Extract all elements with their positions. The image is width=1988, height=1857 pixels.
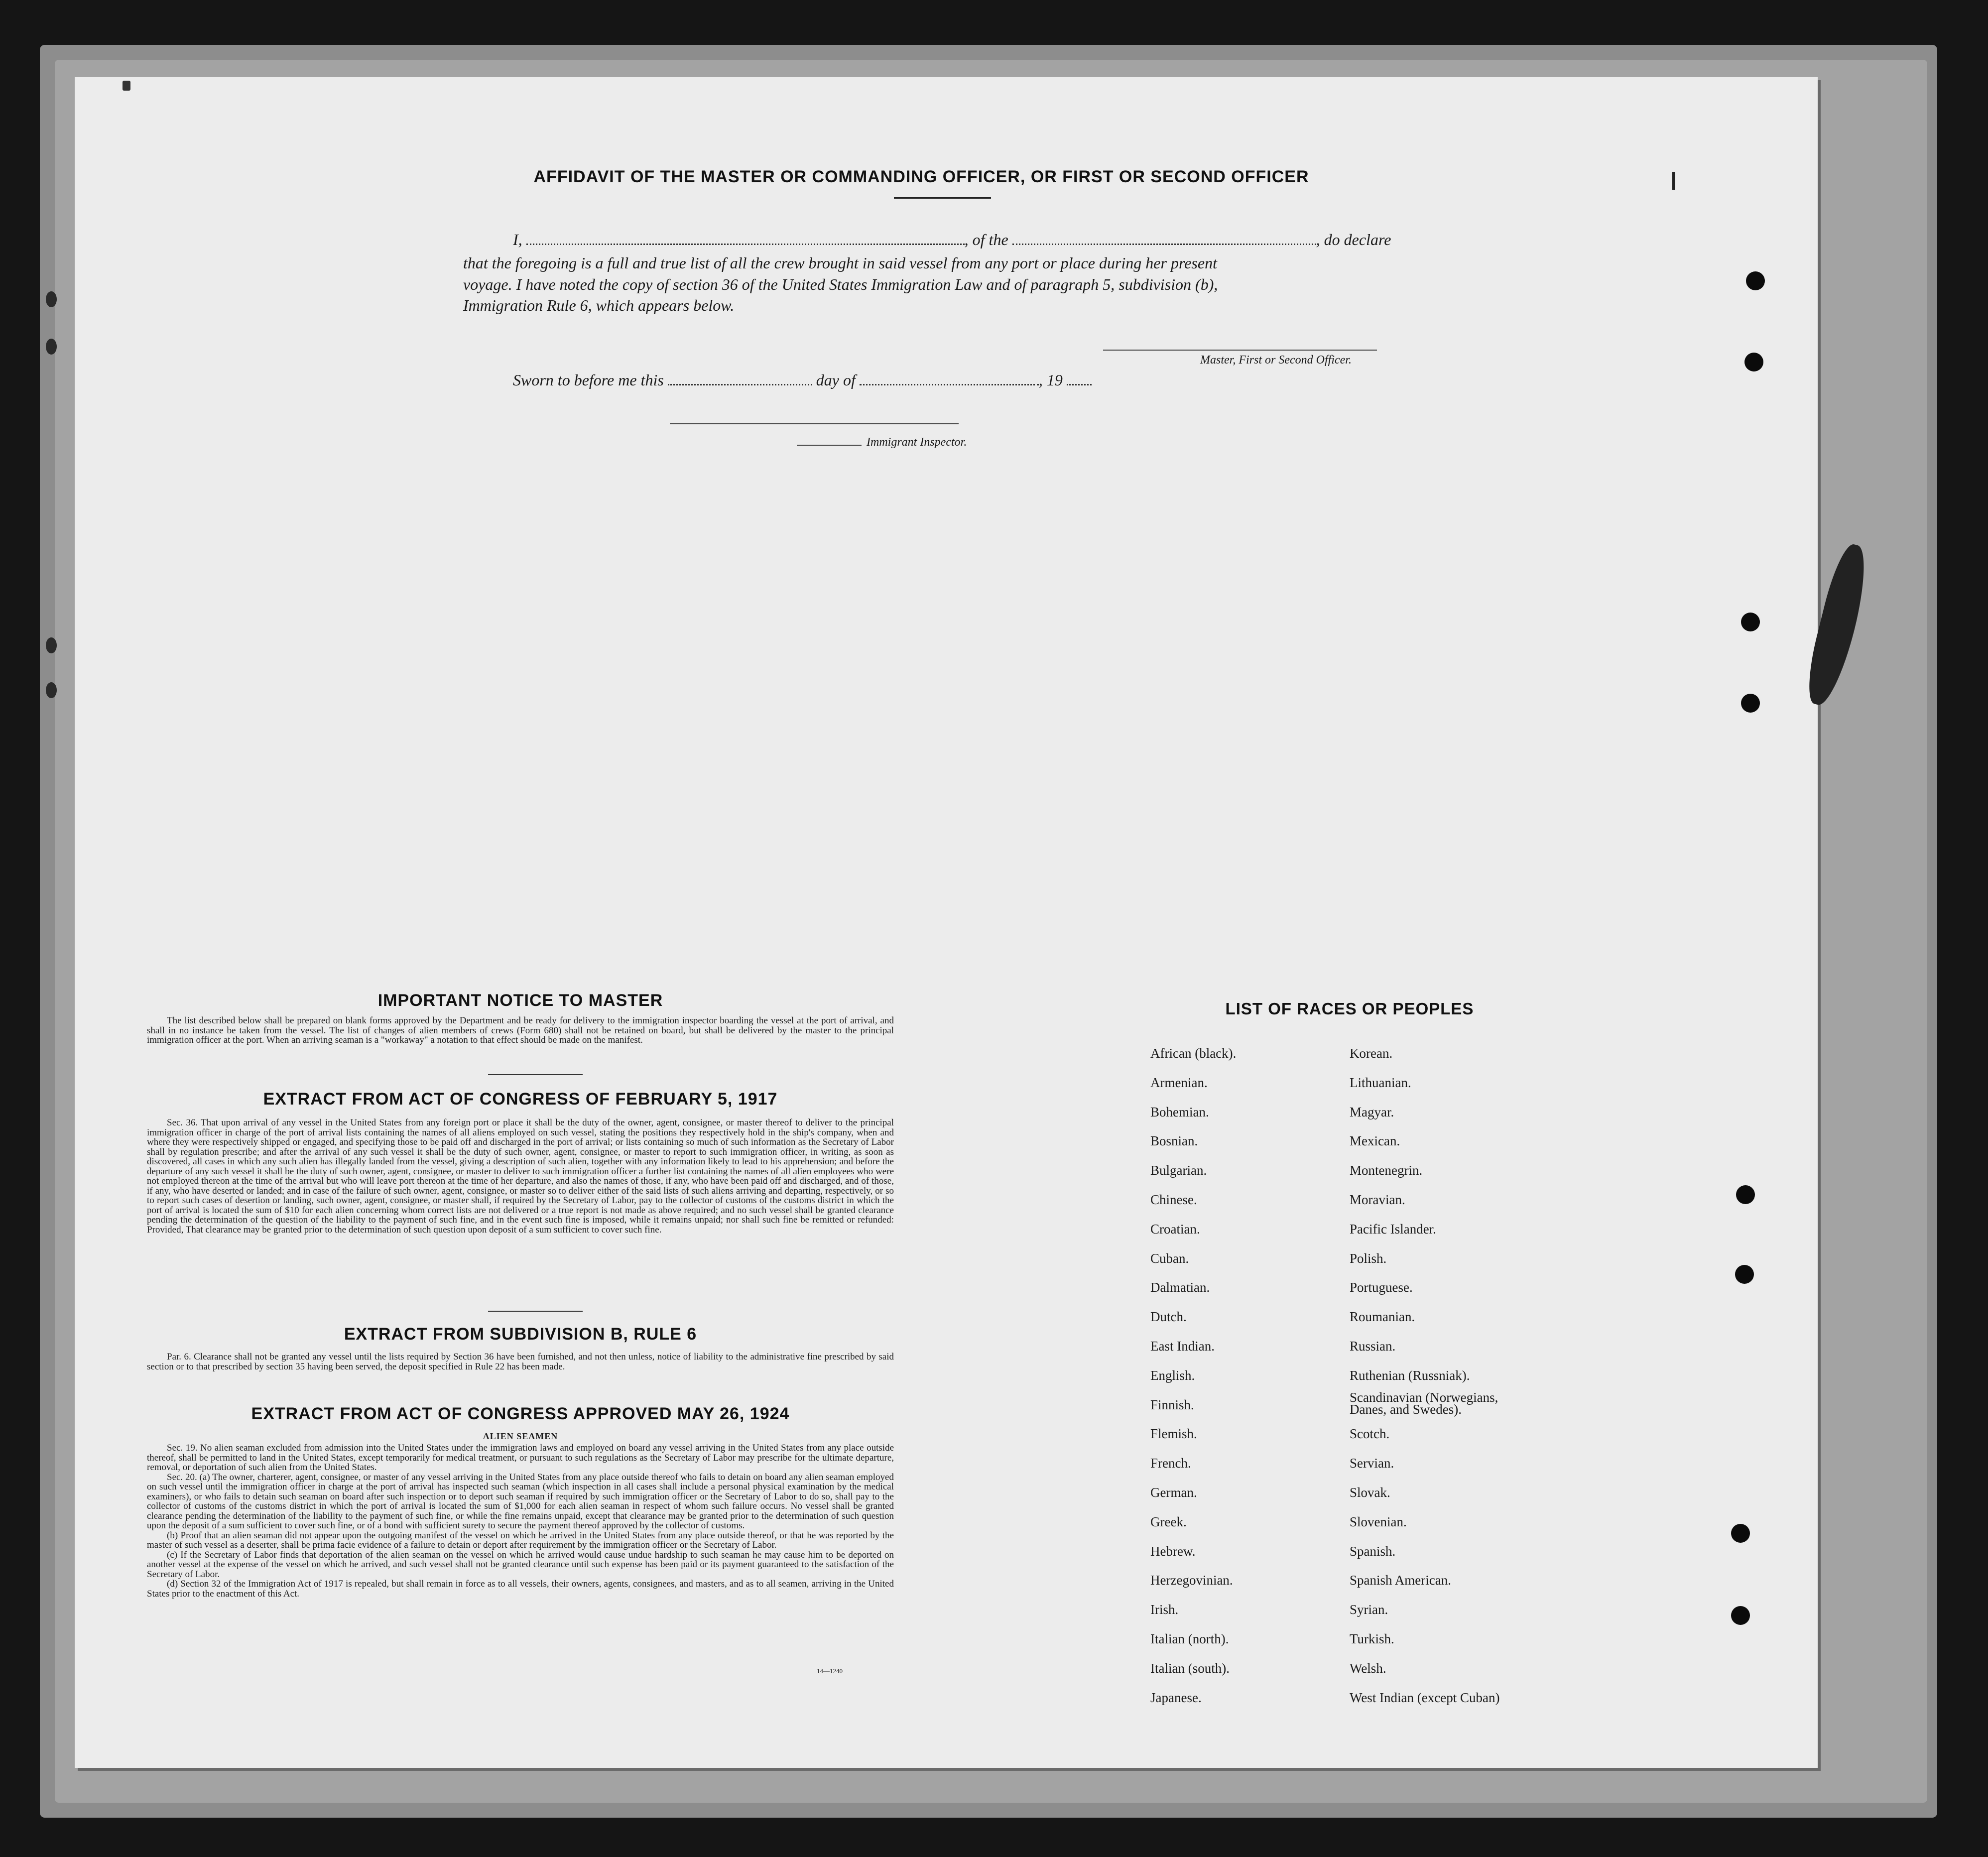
race-item: Welsh.	[1350, 1660, 1386, 1676]
race-item: Lithuanian.	[1350, 1075, 1411, 1090]
race-item: Servian.	[1350, 1456, 1394, 1471]
race-item: Syrian.	[1350, 1602, 1388, 1617]
race-item: German.	[1150, 1485, 1197, 1500]
race-item: Spanish.	[1350, 1543, 1396, 1559]
race-item: Portuguese.	[1350, 1280, 1413, 1295]
punch-hole	[1731, 1524, 1750, 1543]
alien-seamen-heading: ALIEN SEAMEN	[483, 1431, 558, 1441]
race-item: Bulgarian.	[1150, 1163, 1207, 1178]
affidavit-line-1	[463, 229, 1424, 250]
race-item: Scotch.	[1350, 1426, 1390, 1442]
page-edge-mark	[123, 81, 130, 91]
master-signature-line[interactable]	[1103, 350, 1377, 351]
extract-1924-title: EXTRACT FROM ACT OF CONGRESS APPROVED MAY 26, 1924	[251, 1404, 790, 1423]
race-item: Croatian.	[1150, 1221, 1200, 1237]
race-item: English.	[1150, 1367, 1195, 1383]
race-item: Mexican.	[1350, 1133, 1400, 1149]
race-item: Japanese.	[1150, 1690, 1202, 1705]
vessel-name-blank[interactable]	[1012, 241, 1316, 245]
form-number: 14—1240	[817, 1667, 843, 1675]
race-item: Italian (south).	[1150, 1660, 1230, 1676]
sworn-text: Sworn to before me this	[513, 371, 664, 389]
binding-notch	[46, 682, 57, 698]
affidavit-line-2: that the foregoing is a full and true list of all the crew brought in said vessel from any port or place during her present	[463, 254, 1217, 272]
sworn-year-blank[interactable]	[1067, 381, 1092, 385]
sworn-line	[463, 370, 1424, 390]
race-item: East Indian.	[1150, 1339, 1215, 1354]
race-item: Finnish.	[1150, 1397, 1194, 1412]
race-item: Korean.	[1350, 1046, 1393, 1061]
race-item: Chinese.	[1150, 1192, 1197, 1207]
race-item: Bohemian.	[1150, 1104, 1209, 1119]
race-item: Pacific Islander.	[1350, 1221, 1436, 1237]
extract-1917-title: EXTRACT FROM ACT OF CONGRESS OF FEBRUARY 5, 1917	[263, 1090, 778, 1109]
binding-notch	[46, 637, 57, 653]
race-item: Turkish.	[1350, 1631, 1394, 1646]
punch-hole	[1746, 271, 1765, 290]
race-item: Irish.	[1150, 1602, 1179, 1617]
sec-20d-text: (d) Section 32 of the Immigration Act of 1917 is repealed, but shall remain in force as to all vessels, their owners, agents, consignees, and masters, and as to all seamen, arriving in the United States prior to the enactment of this Act.	[147, 1579, 894, 1599]
race-item: Roumanian.	[1350, 1309, 1415, 1325]
race-item: Slovenian.	[1350, 1514, 1407, 1529]
page-number	[1672, 172, 1675, 190]
race-item: Cuban.	[1150, 1250, 1189, 1266]
race-item: Magyar.	[1350, 1104, 1394, 1119]
inspector-caption-rule	[797, 445, 862, 446]
race-item: Slovak.	[1350, 1485, 1390, 1500]
punch-hole	[1735, 1265, 1754, 1284]
race-item: Hebrew.	[1150, 1543, 1196, 1559]
binding-notch	[46, 291, 57, 307]
section-divider	[488, 1311, 583, 1312]
notice-text: The list described below shall be prepared on blank forms approved by the Department and be ready for delivery to the immigration inspector boarding the vessel at the port of arrival, and shall in no instance be taken from the vessel. The list of changes of alien members of crews (Form 680) shall not be retained on board, but shall be delivered by the master to the principal immigration officer at the port. When an arriving seaman is a "workaway" a notation to that effect should be made on the manifest.	[147, 1015, 894, 1045]
of-the-text: , of the	[964, 231, 1008, 248]
race-item: Bosnian.	[1150, 1133, 1198, 1149]
race-item: Russian.	[1350, 1339, 1396, 1354]
extract-1917-text: Sec. 36. That upon arrival of any vessel in the United States from any foreign port or place it shall be the duty of the owner, agent, consignee, or master thereof to deliver to the principal immigration officer in charge of the port of arrival lists containing the names of all aliens employed on such vessel, stating the positions they respectively hold in the ship's company, when and where they were respectively shipped or engaged, and specifying those to be paid off and discharged in the port of arrival; or lists containing so much of such information as the Secretary of Labor shall by regulation prescribe; and after the arrival of any such vessel it shall be the duty of such owner, agent, consignee, or master to report to such immigration officer, in writing, as soon as discovered, all cases in which any such alien has illegally landed from the vessel, giving a description of such alien, together with any information likely to lead to his apprehension; and before the departure of any such vessel it shall be the duty of such owner, agent, consignee, or master to deliver to such immigration officer a further list containing the names of all alien employees who were not employed thereon at the time of the arrival but who will leave port thereon at the time of her departure, and also the names of those, if any, who have been paid off and discharged, and of those, if any, who have deserted or landed; and in case of the failure of such owner, agent, consignee, or master so to deliver either of the said lists of such aliens arriving and departing, respectively, or so to report such cases of desertion or landing, such owner, agent, consignee, or master shall, if required by the Secretary of Labor, pay to the collector of customs of the customs district in which the port of arrival is located the sum of $10 for each alien concerning whom correct lists are not delivered or a true report is not made as above required; and no such vessel shall be granted clearance pending the determination of the question of the liability to the payment of such fine, and in the event such fine is imposed, while it remains unpaid; nor shall such fine be remitted or refunded: Provided, That clearance may be granted prior to the determination of such question upon deposit of a sum sufficient to cover such fine.	[147, 1117, 894, 1235]
sworn-month-blank[interactable]	[860, 381, 1039, 385]
race-item: Spanish American.	[1350, 1573, 1451, 1588]
punch-hole	[1731, 1606, 1750, 1625]
race-item: West Indian (except Cuban)	[1350, 1690, 1500, 1705]
race-item: French.	[1150, 1456, 1191, 1471]
race-item: Italian (north).	[1150, 1631, 1229, 1646]
race-item: Polish.	[1350, 1250, 1387, 1266]
punch-hole	[1736, 1185, 1755, 1204]
extract-rule6-title: EXTRACT FROM SUBDIVISION B, RULE 6	[344, 1325, 697, 1344]
inspector-caption: Immigrant Inspector.	[867, 436, 967, 449]
binding-notch	[46, 339, 57, 355]
title-rule	[894, 197, 991, 199]
affidavit-title: AFFIDAVIT OF THE MASTER OR COMMANDING OFFICER, OR FIRST OR SECOND OFFICER	[533, 167, 1309, 186]
master-caption: Master, First or Second Officer.	[1200, 354, 1352, 367]
punch-hole	[1741, 613, 1760, 631]
race-item: African (black).	[1150, 1046, 1237, 1061]
race-item: Moravian.	[1350, 1192, 1405, 1207]
race-item: Scandinavian (Norwegians, Danes, and Swedes).	[1350, 1389, 1498, 1417]
affidavit-line-4: Immigration Rule 6, which appears below.	[463, 296, 735, 314]
inspector-signature-line[interactable]	[670, 423, 959, 424]
punch-hole	[1741, 694, 1760, 713]
section-divider	[488, 1074, 583, 1075]
declarant-name-blank[interactable]	[526, 241, 965, 245]
race-item: Flemish.	[1150, 1426, 1197, 1442]
race-item: Greek.	[1150, 1514, 1187, 1529]
punch-hole	[1744, 353, 1763, 371]
race-item: Dalmatian.	[1150, 1280, 1210, 1295]
sec-19-text: Sec. 19. No alien seaman excluded from admission into the United States under the immigration laws and employed on board any vessel arriving in the United States from any place outside thereof, shall be permitted to land in the United States, except temporarily for medical treatment, or pursuant to such regulations as the Secretary of Labor may prescribe for the ultimate departure, removal, or deportation of such alien from the United States.	[147, 1443, 894, 1473]
sec-20a-text: Sec. 20. (a) The owner, charterer, agent, consignee, or master of any vessel arriving in the United States from any place outside thereof who fails to detain on board any alien seaman employed on such vessel until the immigration officer in charge at the port of arrival has inspected such seaman (which inspection in all cases shall include a personal physical examination by the medical examiners), or who fails to detain such seaman on board after such inspection or to deport such seaman if required by such immigration officer or the Secretary of Labor to do so, shall pay to the collector of customs of the customs district in which the port of arrival is located the sum of $1,000 for each alien seaman in respect of whom such failure occurs. No vessel shall be granted clearance pending the determination of the liability to the payment of such fine, or while the fine remains unpaid, except that clearance may be granted prior to the determination of such question upon the deposit of a sum sufficient to cover such fine, or of a bond with sufficient surety to secure the payment thereof approved by the collector of customs.	[147, 1472, 894, 1531]
race-item: Armenian.	[1150, 1075, 1208, 1090]
race-item: Herzegovinian.	[1150, 1573, 1233, 1588]
declarant-prefix: I,	[513, 231, 522, 248]
sworn-day-blank[interactable]	[668, 381, 812, 385]
race-item: Montenegrin.	[1350, 1163, 1423, 1178]
day-of-text: day of	[816, 371, 856, 389]
extract-1924-text	[147, 1443, 894, 1599]
sworn-year-text: , 19	[1038, 371, 1063, 389]
extract-rule6-text: Par. 6. Clearance shall not be granted any vessel until the lists required by Section 36 have been furnished, and not then unless, notice of liability to the administrative fine prescribed by said section or to that prescribed by section 35 having been served, the deposit specified in Rule 22 has been made.	[147, 1352, 894, 1372]
declare-text: , do declare	[1316, 231, 1391, 248]
affidavit-line-3: voyage. I have noted the copy of section 36 of the United States Immigration Law and of paragraph 5, subdivision (b),	[463, 275, 1218, 293]
sec-20c-text: (c) If the Secretary of Labor finds that deportation of the alien seaman on the vessel on which he arrived would cause undue hardship to such seaman he may cause him to be deported on another vessel at the expense of the vessel on which he arrived, and such vessel shall not be granted clearance until such expense has been paid or its payment guaranteed to the satisfaction of the Secretary of Labor.	[147, 1549, 894, 1580]
notice-title: IMPORTANT NOTICE TO MASTER	[377, 991, 663, 1010]
race-item: Dutch.	[1150, 1309, 1187, 1325]
races-title: LIST OF RACES OR PEOPLES	[1225, 999, 1474, 1018]
race-item: Ruthenian (Russniak).	[1350, 1367, 1470, 1383]
sec-20b-text: (b) Proof that an alien seaman did not appear upon the outgoing manifest of the vessel on which he arrived in the United States from any place outside thereof, or that he was reported by the master of such vessel as a deserter, shall be prima facie evidence of a failure to detain or deport after requirement by the immigration officer or the Secretary of Labor.	[147, 1530, 894, 1550]
